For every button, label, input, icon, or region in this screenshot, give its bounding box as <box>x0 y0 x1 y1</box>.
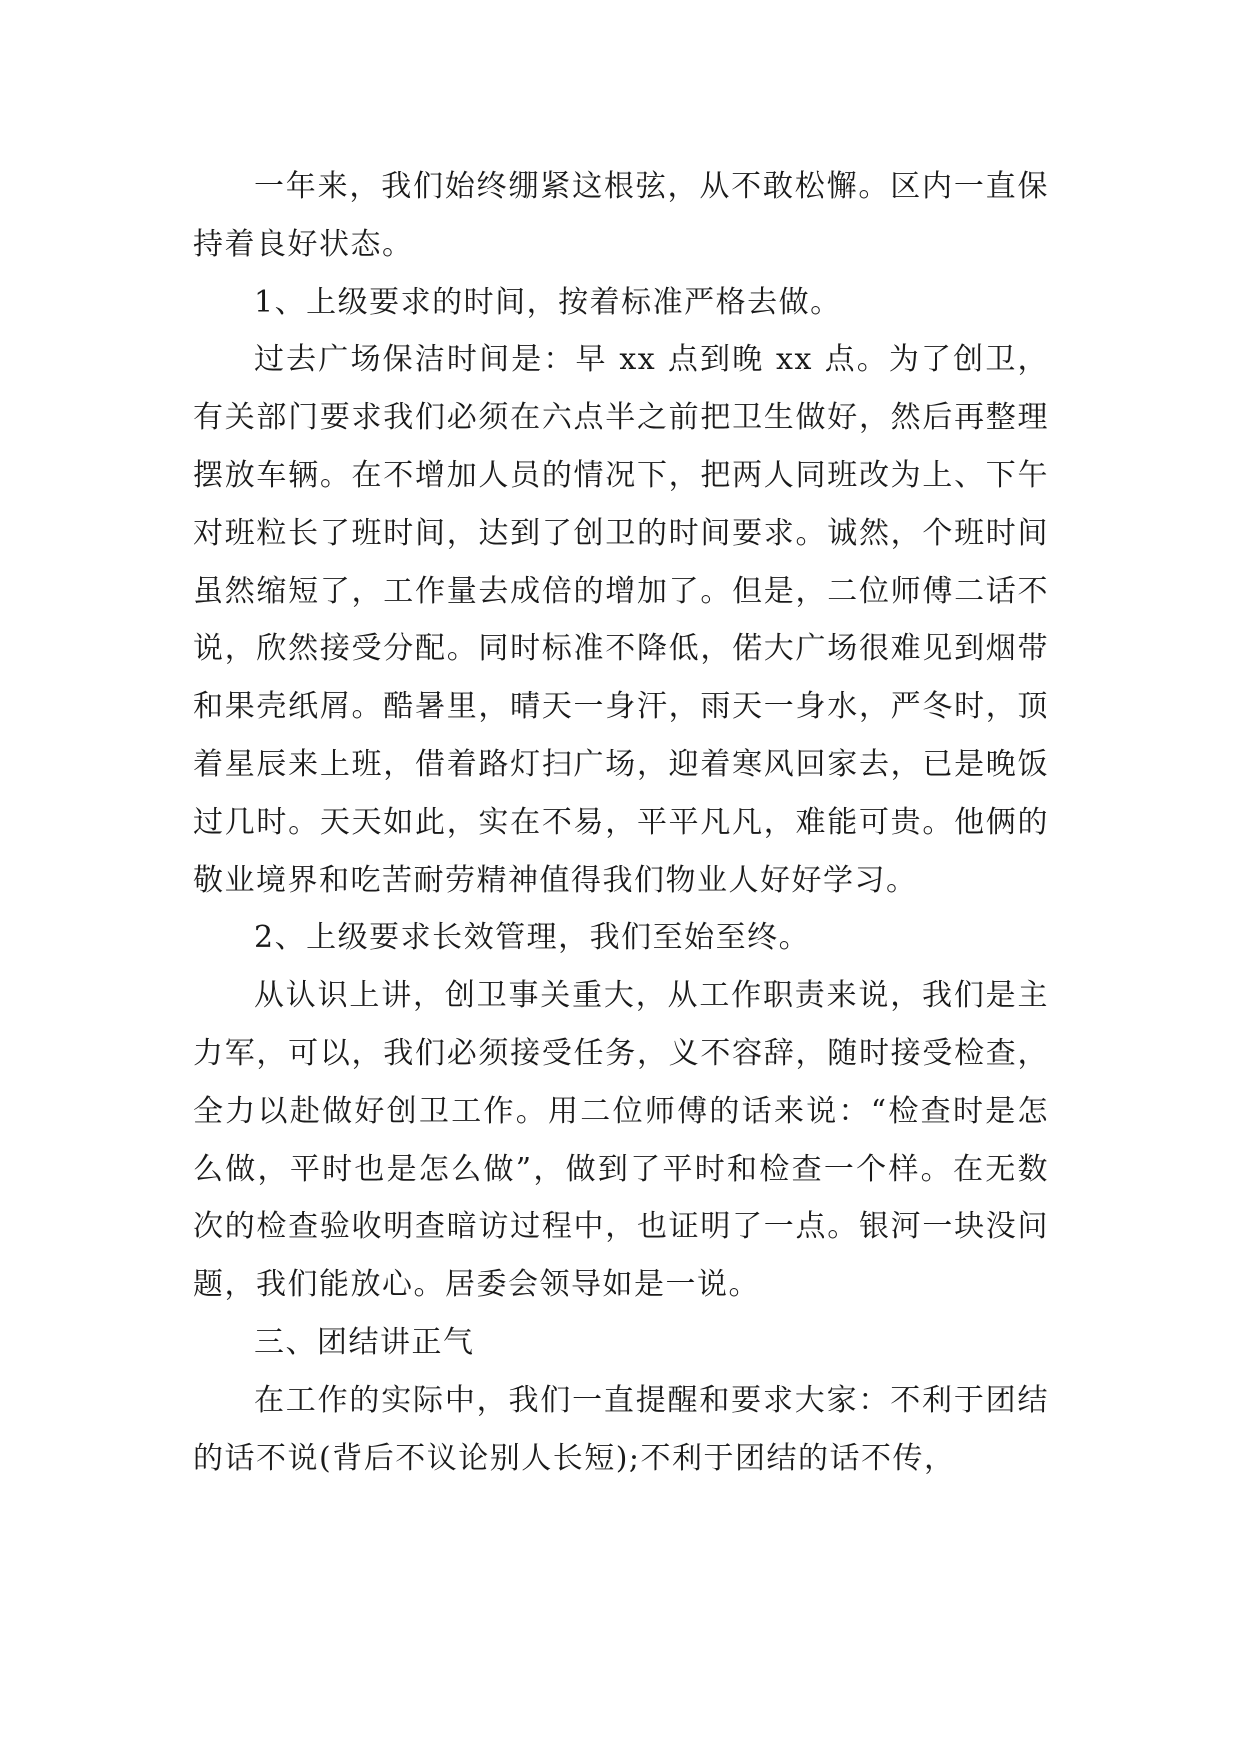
document-body <box>193 158 1049 1487</box>
paragraph-point-1-heading: 1、上级要求的时间，按着标准严格去做。 <box>254 284 842 320</box>
paragraph-unity-body: 在工作的实际中，我们一直提醒和要求大家：不利于团结的话不说(背后不议论别人长短);不利于团结的话不传， <box>193 1382 1049 1476</box>
paragraph-point-1-body: 过去广场保洁时间是：早 xx 点到晚 xx 点。为了创卫，有关部门要求我们必须在六点半之前把卫生做好，然后再整理摆放车辆。在不增加人员的情况下，把两人同班改为上、下午对班粒长了班时间，达到了创卫的时间要求。诚然，个班时间虽然缩短了，工作量去成倍的增加了。但是，二位师傅二话不说，欣然接受分配。同时标准不降低，偌大广场很难见到烟带和果壳纸屑。酷暑里，晴天一身汗，雨天一身水，严冬时，顶着星辰来上班，借着路灯扫广场，迎着寒风回家去，已是晚饭过几时。天天如此，实在不易，平平凡凡，难能可贵。他俩的敬业境界和吃苦耐劳精神值得我们物业人好好学习。 <box>193 342 1049 898</box>
paragraph-intro: 一年来，我们始终绷紧这根弦，从不敢松懈。区内一直保持着良好状态。 <box>193 169 1049 262</box>
paragraph-point-2-heading: 2、上级要求长效管理，我们至始至终。 <box>254 920 811 956</box>
paragraph-point-2-body: 从认识上讲，创卫事关重大，从工作职责来说，我们是主力军，可以，我们必须接受任务，义不容辞，随时接受检查，全力以赴做好创卫工作。用二位师傅的话来说：“检查时是怎么做，平时也是怎么做”，做到了平时和检查一个样。在无数次的检查验收明查暗访过程中，也证明了一点。银河一块没问题，我们能放心。居委会领导如是一说。 <box>193 978 1049 1303</box>
section-heading-unity: 三、团结讲正气 <box>254 1324 475 1360</box>
